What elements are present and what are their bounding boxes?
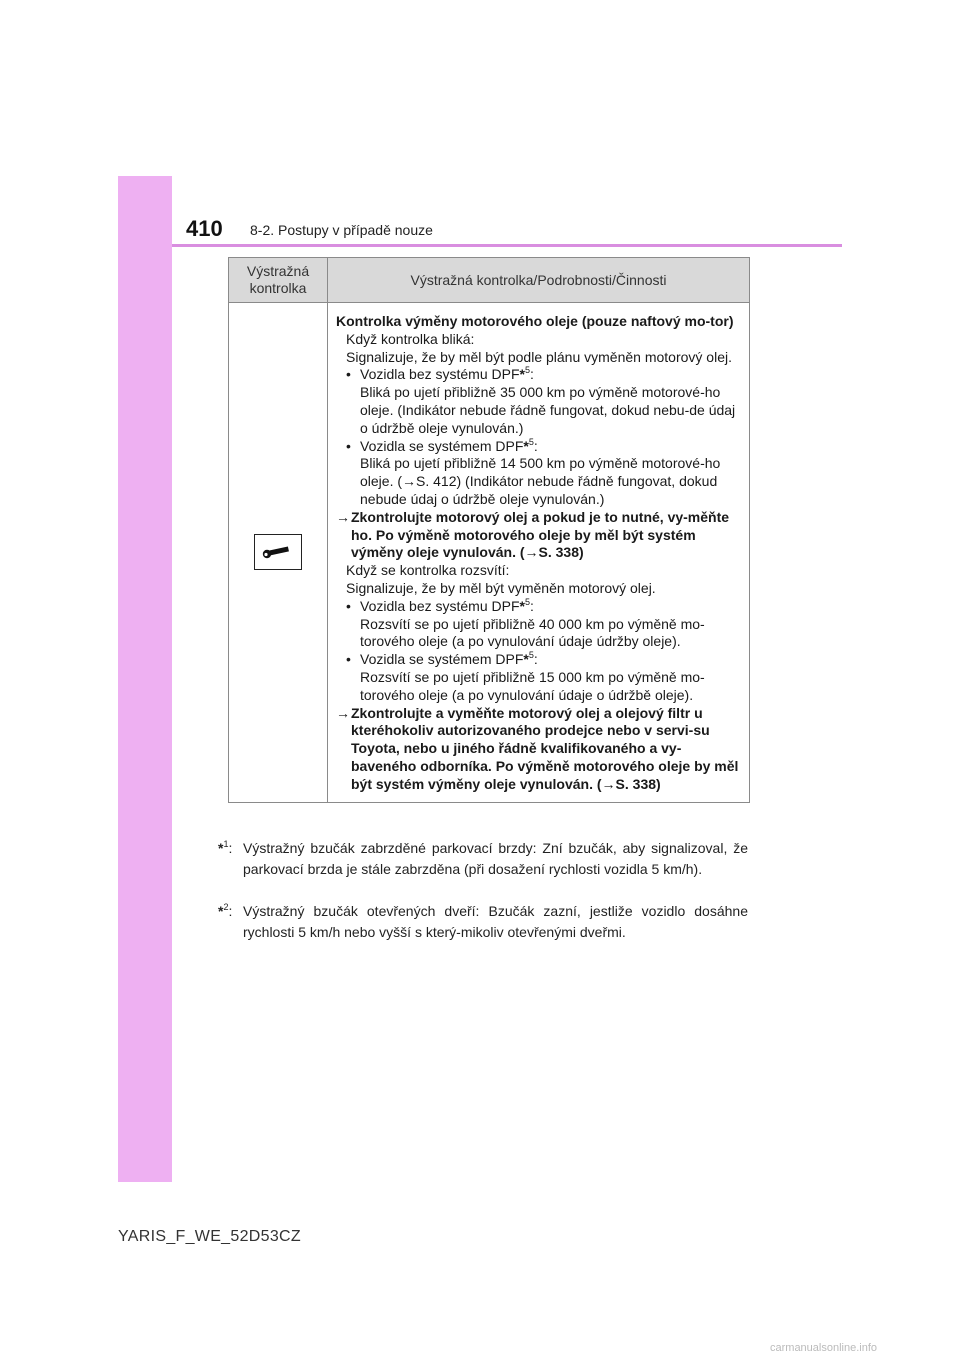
blink-no-dpf-text: Bliká po ujetí přibližně 35 000 km po výměně motorové-ho oleje. (Indikátor nebude řádně fungovat, dokud nebu-de údaj o údržbě oleje vynulován.) (360, 384, 736, 436)
list-item: • Vozidla bez systému DPF*$^5$: (346, 365, 534, 383)
table-header-row (229, 258, 750, 303)
list-item: • Vozidla bez systému DPF*$^5$: (346, 596, 534, 614)
footnote-2: *$^2$: Výstražný bzučák otevřených dveří: Bzučák zazní, jestliže vozidlo dosáhne rychlosti 5 km/h nebo vyšší s který-mikoliv otevřenými dveřmi. (218, 902, 748, 940)
light-title: Kontrolka výměny motorového oleje (pouze naftový mo-tor) (336, 313, 734, 329)
details-cell (328, 303, 750, 803)
column-header-light: Výstražná kontrolka (229, 258, 328, 303)
footnote-1: *$^1$: Výstražný bzučák zabrzděné parkovací brzdy: Zní bzučák, aby signalizoval, že parkovací brzda je stále zabrzděna (při dosažení rychlosti vozidla 5 km/h). (218, 839, 748, 877)
lit-signal: Signalizuje, že by měl být vyměněn motorový olej. (346, 579, 656, 596)
list-item: • Vozidla se systémem DPF*$^5$: (346, 650, 538, 668)
wrench-icon (254, 534, 302, 570)
column-header-details: Výstražná kontrolka/Podrobnosti/Činnosti (328, 258, 750, 303)
warning-light-table (228, 257, 750, 803)
lit-action: → Zkontrolujte a vyměňte motorový olej a olejový filtr u kteréhokoliv autorizovaného prodejce nebo v servi-su Toyota, nebo u jiného řádně kvalifikovaného a vy-baveného odborníka. Po výměně motorového oleje by měl být systém výměny oleje vynulován. (→S. 338) (336, 704, 739, 792)
list-item: • Vozidla se systémem DPF*$^5$: (346, 436, 538, 454)
lit-no-dpf-text: Rozsvítí se po ujetí přibližně 40 000 km po výměně mo-torového oleje (a po vynulování údaje údržby oleje). (360, 615, 705, 650)
page-number: 410 (186, 216, 223, 241)
lit-heading: Když se kontrolka rozsvítí: (346, 562, 510, 579)
watermark: carmanualsonline.info (770, 1342, 878, 1354)
section-title: 8-2. Postupy v případě nouze (250, 222, 433, 238)
chapter-sidebar-tab (118, 176, 172, 1182)
blink-heading: Když kontrolka bliká: (346, 330, 475, 347)
header-divider (172, 244, 842, 247)
document-code: YARIS_F_WE_52D53CZ (118, 1228, 301, 1245)
lit-dpf-text: Rozsvítí se po ujetí přibližně 15 000 km po výměně mo-torového oleje (a po vynulování údaje o údržbě oleje). (360, 668, 705, 703)
blink-dpf-text: Bliká po ujetí přibližně 14 500 km po výměně motorové-ho oleje. (→S. 412) (Indikátor nebude řádně fungovat, dokud nebude údaj o údržbě oleje vynulován.) (360, 455, 721, 507)
icon-cell (229, 303, 328, 803)
table-row (229, 303, 750, 803)
blink-action: → Zkontrolujte motorový olej a pokud je to nutné, vy-měňte ho. Po výměně motorového oleje by měl být systém výměny oleje vynulován. (→S. 338) (336, 508, 730, 561)
blink-signal: Signalizuje, že by měl být podle plánu vyměněn motorový olej. (346, 348, 732, 365)
